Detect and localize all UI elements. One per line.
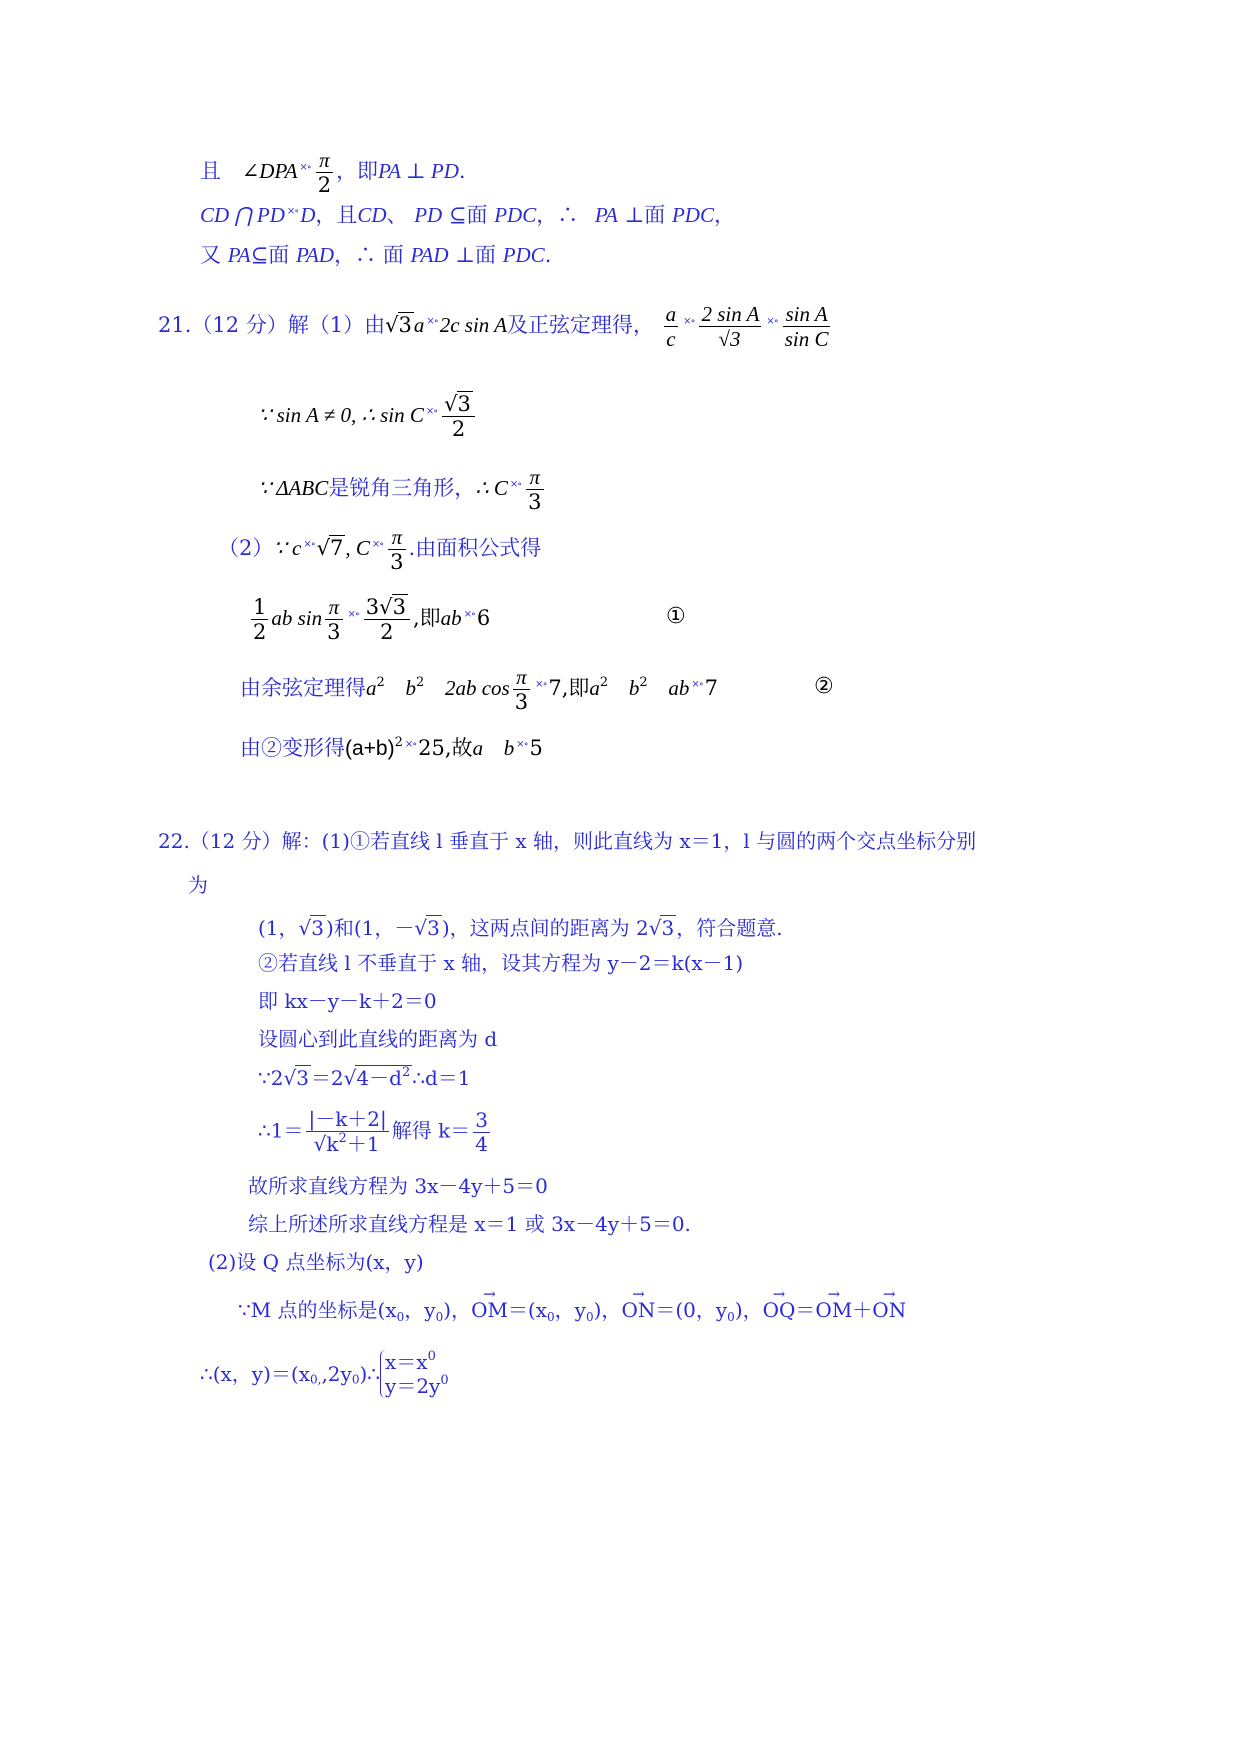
q21-line-2: ∵ sin A ≠ 0, ∴ sin C ×∘ $\frac{√3}{2}$ [258,392,478,441]
fraction-pi-over-3: $\frac{\pi}{3}$ [528,465,542,515]
q22-line-11: ∴(x，$y)=(x_{0,},2y_0)\therefore$ $x=x^0$ $y=2y^0$ [200,1349,449,1398]
q22-line-1: (1，√3 )和(1，－√3 )，这两点间的距离为 2√3 ，符合题意. [258,916,783,940]
p20-line-1: 且 ∠DPA ×∘ $\frac{\pi}{2}$ ，即PA ⊥ PD. [200,148,466,198]
equals-mark: ×∘ [425,406,438,418]
equals-mark: ×∘ [516,739,528,750]
q22-heading-cont: 为 [188,873,208,897]
sqrt-3: √3 [385,313,412,338]
equals-mark: ×∘ [404,739,417,750]
q22-line-3: 即 kx－y－k＋2＝0 [258,989,437,1013]
q22-line-9: (2)设 Q 点坐标为(x，y) [208,1250,424,1274]
q21-line-5: $\frac{1}{2}$ ab sin $\frac{\pi}{3}$ ×∘ $\frac{3√3}{2}$ ,即ab ×∘6 [253,595,491,645]
equals-mark: ×∘ [535,679,547,691]
equals-mark: ×∘ [299,162,311,174]
fraction-sinA-over-sinC: $\frac{\text{sin A}}{\text{sin C}}$ [784,302,829,352]
q21-line-7: 由②变形得$(a+b)^2$ ×∘25,故a b ×∘5 [240,735,543,760]
equals-mark: ×∘ [683,316,695,328]
equation-marker-2: ② [814,674,834,699]
equals-mark: ×∘ [371,539,384,551]
fraction-a-over-c: $\frac{a}{c}$ [665,302,677,352]
q22-line-5: ∵2√3 $=2√4-d^2$ ∴d＝1 [258,1065,471,1090]
q21-line-4: （2）∵ c ×∘√7, C ×∘ $\frac{\pi}{3}$ .由面积公式得 [218,525,542,575]
equals-mark: ×∘ [463,609,475,621]
q21-line-3: ∵ ΔABC是锐角三角形，∴ C ×∘ $\frac{\pi}{3}$ [258,465,542,515]
p20-line-3: 又 PA⊆面 PAD，∴ 面 PAD ⊥面 PDC. [200,243,552,267]
fraction-pi-over-3: $\frac{\pi}{3}$ [390,525,404,575]
equals-mark: ×∘ [509,479,522,491]
q22-line-2: ②若直线 l 不垂直于 x 轴，设其方程为 y－2＝k(x－1) [258,951,744,975]
fraction-pi-over-3: $\frac{\pi}{3}$ [514,665,529,715]
p20-line-2: CD ⋂ PD ×∘D，且CD、 PD ⊆面 PDC，∴ PA ⊥面 PDC， [200,203,735,227]
fraction-3sqrt3-over-2: $\frac{3√3}{2}$ [364,595,410,644]
equals-mark: ×∘ [691,679,703,691]
equation-marker-1: ① [666,604,686,629]
q22-line-6: ∴1＝ $\frac{|-k+2|}{√k^2+1}$ 解得 k＝ $\frac{3}{4}$ [258,1107,488,1156]
fraction-pi-over-3: $\frac{\pi}{3}$ [327,595,341,645]
fraction-sqrt3-over-2: $\frac{√3}{2}$ [442,392,475,441]
fraction-3-over-4: $\frac{3}{4}$ [475,1107,488,1156]
q22-line-7: 故所求直线方程为 3x－4y＋5＝0 [248,1174,548,1198]
q22-line-8: 综上所述所求直线方程是 x＝1 或 3x－4y＋5＝0. [248,1212,691,1236]
equals-mark: ×∘ [303,539,315,551]
q22-line-4: 设圆心到此直线的距离为 d [258,1027,498,1051]
q21-line-6: 由余弦定理得$a^2$ $b^2$ 2ab cos $\frac{\pi}{3}$ ×∘7,即$a^2$ $b^2$ ab ×∘7 [240,665,718,715]
fraction-1-over-2: $\frac{1}{2}$ [253,595,267,645]
equation-system: $x=x^0$ $y=2y^0$ [380,1350,449,1398]
fraction-distance: $\frac{|-k+2|}{√k^2+1}$ [308,1107,387,1156]
q22-heading: 22.（12 分）解：(1)①若直线 l 垂直于 x 轴，则此直线为 x＝1，l 与圆的两个交点坐标分别 [158,829,977,853]
equals-mark: ×∘ [347,609,359,621]
equals-mark: ×∘ [766,316,778,328]
fraction-2sinA-over-sqrt3: $\frac{\text{2 sin A}}{√3}$ [701,302,760,352]
q21-line-1: 21.（12 分）解（1）由√3a ×∘2c sin A及正弦定理得， $\frac{a}{c}$ ×∘ $\frac{\text{2 sin A}}{√3}$ ×∘ $\frac{\text{sin A}}{\text{sin C}}$ [158,302,829,352]
equals-mark: ×∘ [426,316,438,328]
q22-line-10: ∵M 点的坐标是($x_0$，$y_0$)，→ $OM=(x_0$，$y_0$)，→ ON＝(0，$y_0$)，→ OQ＝→ OM＋→ ON [238,1300,906,1323]
equals-mark: ×∘ [286,206,299,217]
fraction-pi-over-2: $\frac{\pi}{2}$ [317,148,332,198]
